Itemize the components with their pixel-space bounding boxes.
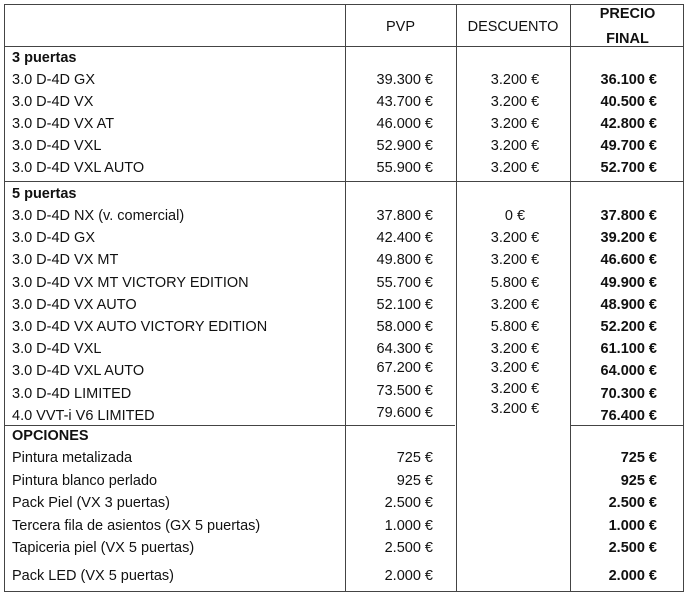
row-label: 3.0 D-4D VXL AUTO (12, 363, 145, 380)
row-label: Pack LED (VX 5 puertas) (12, 567, 174, 584)
row-pvp: 46.000 € (376, 116, 433, 132)
row-label: Pintura metalizada (12, 450, 133, 466)
row-precio-final: 42.800 € (600, 116, 657, 132)
section-title: 5 puertas (12, 186, 77, 202)
price-table (4, 4, 684, 592)
row-pvp: 49.800 € (376, 252, 433, 269)
row-precio-final: 37.800 € (600, 208, 657, 224)
row-precio-final: 2.500 € (608, 540, 657, 556)
row-precio-final: 2.000 € (608, 567, 657, 584)
row-label: 3.0 D-4D VX MT VICTORY EDITION (12, 274, 249, 291)
row-precio-final: 1.000 € (608, 517, 657, 534)
row-label: 3.0 D-4D GX (12, 230, 95, 247)
row-precio-final: 52.200 € (600, 319, 657, 335)
row-precio-final: 49.900 € (600, 274, 657, 291)
row-precio-final: 39.200 € (600, 230, 657, 247)
row-label: Tercera fila de asientos (GX 5 puertas) (12, 517, 261, 534)
row-descuento: 3.200 € (490, 380, 540, 397)
row-label: 3.0 D-4D VX (12, 94, 94, 110)
row-label: 3.0 D-4D VXL AUTO (12, 160, 145, 176)
row-descuento: 3.200 € (490, 252, 540, 269)
row-pvp: 52.100 € (376, 296, 433, 313)
row-pvp: 58.000 € (376, 319, 433, 335)
header-pvp: PVP (385, 19, 415, 35)
row-pvp: 2.000 € (384, 567, 433, 584)
row-descuento: 5.800 € (490, 274, 540, 291)
row-precio-final: 61.100 € (600, 341, 657, 358)
row-descuento: 3.200 € (490, 116, 540, 132)
row-pvp: 67.200 € (376, 360, 433, 377)
row-descuento: 3.200 € (490, 138, 540, 154)
row-label: Pack Piel (VX 3 puertas) (12, 495, 170, 511)
row-pvp: 64.300 € (376, 341, 433, 358)
row-pvp: 37.800 € (376, 208, 433, 224)
section-divider-opciones-right (570, 425, 683, 426)
row-descuento: 3.200 € (490, 160, 540, 176)
row-pvp: 73.500 € (376, 382, 433, 399)
row-precio-final: 40.500 € (600, 94, 657, 110)
row-descuento: 3.200 € (490, 400, 540, 417)
row-precio-final: 49.700 € (600, 138, 657, 154)
row-pvp: 925 € (396, 472, 433, 489)
row-pvp: 55.900 € (376, 160, 433, 176)
row-pvp: 42.400 € (376, 230, 433, 247)
row-precio-final: 725 € (620, 450, 657, 466)
row-precio-final: 925 € (620, 472, 657, 489)
row-descuento: 3.200 € (490, 94, 540, 110)
row-precio-final: 52.700 € (600, 160, 657, 176)
row-descuento: 5.800 € (490, 319, 540, 335)
row-label: 3.0 D-4D VX MT (12, 252, 119, 269)
row-descuento: 0 € (504, 208, 526, 224)
row-descuento: 3.200 € (490, 72, 540, 88)
row-pvp: 79.600 € (376, 404, 433, 421)
row-label: 3.0 D-4D VXL (12, 341, 102, 358)
row-label: 3.0 D-4D GX (12, 72, 95, 88)
column-divider-pvp (345, 5, 346, 591)
row-descuento: 3.200 € (490, 341, 540, 358)
row-label: 3.0 D-4D LIMITED (12, 385, 132, 402)
header-precio-final-line2: FINAL (606, 31, 649, 47)
row-precio-final: 2.500 € (608, 495, 657, 511)
row-label: 4.0 VVT-i V6 LIMITED (12, 407, 155, 424)
row-descuento: 3.200 € (490, 360, 540, 377)
row-precio-final: 76.400 € (600, 407, 657, 424)
row-precio-final: 36.100 € (600, 72, 657, 88)
row-label: 3.0 D-4D NX (v. comercial) (12, 208, 185, 224)
row-pvp: 39.300 € (376, 72, 433, 88)
row-label: Pintura blanco perlado (12, 472, 158, 489)
row-pvp: 725 € (396, 450, 433, 466)
row-label: 3.0 D-4D VX AT (12, 116, 115, 132)
section-title: OPCIONES (12, 428, 89, 444)
row-label: 3.0 D-4D VX AUTO (12, 296, 137, 313)
row-precio-final: 70.300 € (600, 385, 657, 402)
row-pvp: 55.700 € (376, 274, 433, 291)
row-pvp: 52.900 € (376, 138, 433, 154)
row-label: Tapiceria piel (VX 5 puertas) (12, 540, 195, 556)
row-descuento: 3.200 € (490, 296, 540, 313)
section-divider-5-puertas (5, 181, 683, 182)
row-descuento: 3.200 € (490, 230, 540, 247)
header-descuento: DESCUENTO (467, 19, 559, 35)
row-precio-final: 64.000 € (600, 363, 657, 380)
header-precio-final-line1: PRECIO (599, 6, 656, 22)
row-precio-final: 46.600 € (600, 252, 657, 269)
row-pvp: 2.500 € (384, 495, 433, 511)
row-label: 3.0 D-4D VX AUTO VICTORY EDITION (12, 319, 268, 335)
row-pvp: 43.700 € (376, 94, 433, 110)
section-title: 3 puertas (12, 50, 77, 66)
row-precio-final: 48.900 € (600, 296, 657, 313)
row-pvp: 1.000 € (384, 517, 433, 534)
row-label: 3.0 D-4D VXL (12, 138, 102, 154)
section-divider-opciones-left (5, 425, 455, 426)
row-pvp: 2.500 € (384, 540, 433, 556)
